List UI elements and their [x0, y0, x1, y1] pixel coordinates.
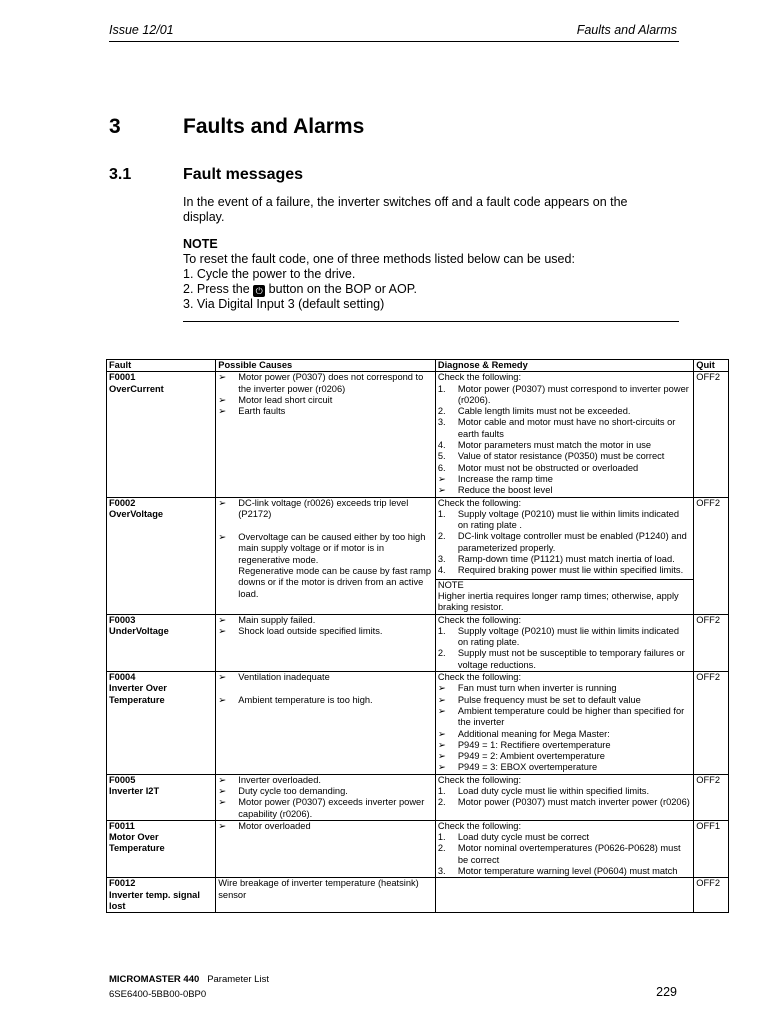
- fault-name: UnderVoltage: [109, 625, 169, 636]
- fault-name: Motor Over Temperature: [109, 832, 165, 854]
- list-marker: 2.: [437, 406, 446, 417]
- list-text: Motor lead short circuit: [238, 394, 333, 405]
- list-marker: ➢: [437, 473, 446, 484]
- method-3: 3. Via Digital Input 3 (default setting): [183, 297, 385, 311]
- list-marker: ➢: [437, 683, 446, 694]
- remedy-intro: Check the following:: [437, 774, 522, 785]
- footer-doc-type: Parameter List: [207, 974, 269, 985]
- quit-cell: OFF2: [694, 497, 729, 614]
- list-text: Increase the ramp time: [457, 473, 553, 484]
- quit-cell: OFF2: [694, 372, 729, 497]
- col-header-causes: Possible Causes: [216, 360, 436, 372]
- list-text: Main supply failed.: [238, 614, 316, 625]
- list-marker: ➢: [218, 497, 227, 508]
- list-text: Ventilation inadequate: [238, 672, 330, 683]
- list-text: P949 = 3: EBOX overtemperature: [457, 762, 598, 773]
- quit-cell: OFF2: [694, 614, 729, 671]
- list-marker: 1.: [437, 508, 446, 519]
- list-item: [218, 626, 433, 637]
- list-marker: ➢: [218, 820, 227, 831]
- list-item: [218, 797, 433, 820]
- list-item: [438, 683, 691, 694]
- remedy-intro: Check the following:: [437, 820, 522, 831]
- list-text: Motor temperature warning level (P0604) must match: [457, 866, 678, 877]
- remedy-cell: [435, 878, 693, 913]
- causes-cell: [216, 372, 436, 497]
- list-text: Motor nominal overtemperatures (P0626-P0628) must be correct: [457, 843, 681, 865]
- causes-list: [218, 498, 433, 600]
- list-item: [438, 740, 691, 751]
- table-header-row: [107, 360, 729, 372]
- note-text: To reset the fault code, one of three methods listed below can be used:: [183, 252, 575, 266]
- header-issue: Issue 12/01: [109, 23, 174, 37]
- list-item: [438, 463, 691, 474]
- list-item: [438, 751, 691, 762]
- fault-cell: [107, 878, 216, 913]
- list-item: [438, 531, 691, 554]
- list-text: Supply voltage (P0210) must lie within limits indicated on rating plate.: [457, 625, 680, 648]
- method-2-prefix: 2. Press the: [183, 282, 250, 296]
- list-item: [218, 775, 433, 786]
- list-text: Load duty cycle must lie within specified limits.: [457, 785, 650, 796]
- list-text: Motor cable and motor must have no short-circuits or earth faults: [457, 417, 676, 439]
- quit-cell: OFF2: [694, 672, 729, 775]
- list-item: [438, 695, 691, 706]
- col-header-fault: Fault: [107, 360, 216, 372]
- list-item: [438, 565, 691, 576]
- table-row: [107, 614, 729, 671]
- list-text: Supply voltage (P0210) must lie within limits indicated on rating plate .: [457, 508, 680, 531]
- footer-order-number: 6SE6400-5BB00-0BP0: [109, 989, 207, 1000]
- section-title: Fault messages: [183, 166, 304, 183]
- fault-table-body: [107, 372, 729, 913]
- list-marker: ➢: [218, 532, 227, 543]
- causes-list: [218, 615, 433, 638]
- remedy-cell: [435, 372, 693, 497]
- list-text: Motor power (P0307) must match inverter power (r0206): [457, 797, 690, 808]
- list-marker: 3.: [437, 417, 446, 428]
- list-item: [218, 786, 433, 797]
- list-text: Motor must not be obstructed or overloaded: [457, 462, 639, 473]
- list-marker: 5.: [437, 451, 446, 462]
- remedy-cell: [435, 614, 693, 671]
- list-item: [218, 672, 433, 683]
- causes-list: [218, 775, 433, 820]
- list-item: [438, 762, 691, 773]
- list-marker: 1.: [437, 625, 446, 636]
- fault-code: F0011: [109, 820, 135, 831]
- list-marker: 1.: [437, 383, 446, 394]
- method-2-suffix: button on the BOP or AOP.: [268, 282, 417, 296]
- fault-code: F0005: [109, 774, 136, 785]
- list-item: [438, 843, 691, 866]
- list-item: [218, 406, 433, 417]
- fault-code: F0004: [109, 672, 136, 683]
- list-text: Earth faults: [238, 406, 286, 417]
- fn-stop-button-icon: ⏻: [253, 285, 265, 297]
- page-number: 229: [656, 985, 677, 999]
- remedy-intro: Check the following:: [437, 614, 522, 625]
- causes-list: [218, 372, 433, 417]
- list-text: Fan must turn when inverter is running: [457, 683, 617, 694]
- list-marker: 1.: [437, 832, 446, 843]
- causes-cell: [216, 672, 436, 775]
- list-item: [218, 498, 433, 521]
- list-text: Duty cycle too demanding.: [238, 785, 348, 796]
- list-marker: ➢: [218, 394, 227, 405]
- remedy-cell: [435, 820, 693, 877]
- remedy-cell: [435, 672, 693, 775]
- fault-name: Inverter temp. signal lost: [109, 889, 200, 911]
- list-marker: ➢: [437, 694, 446, 705]
- list-text: Supply must not be susceptible to temporary failures or voltage reductions.: [457, 648, 685, 670]
- list-item: [218, 532, 433, 566]
- list-marker: 3.: [437, 554, 446, 565]
- list-marker: [218, 566, 238, 600]
- list-item: [438, 509, 691, 532]
- causes-cell: [216, 878, 436, 913]
- list-item: [438, 485, 691, 496]
- header-section: Faults and Alarms: [576, 23, 677, 37]
- table-row: [107, 878, 729, 913]
- list-marker: ➢: [218, 625, 227, 636]
- list-text: Pulse frequency must be set to default value: [457, 694, 641, 705]
- method-1: 1. Cycle the power to the drive.: [183, 267, 356, 281]
- list-text: Load duty cycle must be correct: [457, 832, 590, 843]
- list-marker: ➢: [437, 751, 446, 762]
- footer-product: [109, 974, 269, 985]
- quit-cell: OFF2: [694, 878, 729, 913]
- list-item: [438, 706, 691, 729]
- list-marker: 2.: [437, 843, 446, 854]
- list-text: Ramp-down time (P1121) must match inertia of load.: [457, 554, 675, 565]
- list-text: DC-link voltage (r0026) exceeds trip level (P2172): [238, 497, 409, 519]
- fault-cell: [107, 497, 216, 614]
- fault-name: OverVoltage: [109, 508, 164, 519]
- list-text: Required braking power must lie within specified limits.: [457, 565, 684, 576]
- list-text: Regenerative mode can be cause by fast ramp downs or if the motor is driven from an active load.: [238, 566, 432, 599]
- list-text: Motor parameters must match the motor in use: [457, 440, 652, 451]
- causes-cell: [216, 614, 436, 671]
- list-item: [218, 566, 433, 600]
- list-text: Value of stator resistance (P0350) must be correct: [457, 451, 665, 462]
- causes-list: [218, 672, 433, 707]
- list-item: [218, 520, 433, 532]
- list-text: Cable length limits must not be exceeded.: [457, 406, 631, 417]
- list-item: [438, 554, 691, 565]
- chapter-number: 3: [109, 115, 121, 138]
- list-item: [218, 683, 433, 695]
- list-marker: 6.: [437, 462, 446, 473]
- remedy-list: [438, 786, 691, 809]
- method-2: [183, 282, 663, 297]
- intro-paragraph: In the event of a failure, the inverter switches off and a fault code appears on the display.: [183, 195, 628, 224]
- list-item: [218, 615, 433, 626]
- table-row: [107, 672, 729, 775]
- table-row: [107, 497, 729, 614]
- table-row: [107, 820, 729, 877]
- list-text: Motor overloaded: [238, 820, 311, 831]
- list-text: Motor power (P0307) exceeds inverter power capability (r0206).: [238, 797, 425, 819]
- fault-cell: [107, 774, 216, 820]
- list-item: [438, 626, 691, 649]
- list-marker: ➢: [218, 672, 227, 683]
- remedy-list: [438, 384, 691, 497]
- table-row: [107, 372, 729, 497]
- list-item: [438, 786, 691, 797]
- list-text: Ambient temperature could be higher than specified for the inverter: [457, 705, 685, 728]
- table-row: [107, 774, 729, 820]
- list-text: Reduce the boost level: [457, 485, 553, 496]
- list-item: [218, 695, 433, 706]
- remedy-list: [438, 832, 691, 877]
- quit-cell: OFF2: [694, 774, 729, 820]
- fault-table: [106, 359, 729, 913]
- list-marker: ➢: [437, 728, 446, 739]
- remedy-intro: Check the following:: [437, 497, 522, 508]
- list-text: Shock load outside specified limits.: [238, 625, 383, 636]
- footer-product-name: MICROMASTER 440: [109, 974, 200, 985]
- remedy-intro: Check the following:: [437, 372, 522, 383]
- fault-cell: [107, 614, 216, 671]
- causes-text: Wire breakage of inverter temperature (heatsink) sensor: [218, 878, 419, 900]
- causes-list: [218, 821, 433, 832]
- list-text: Motor power (P0307) does not correspond to the inverter power (r0206): [238, 372, 424, 394]
- list-text: Overvoltage can be caused either by too high main supply voltage or if motor is in regenerative mode.: [238, 532, 426, 565]
- fault-cell: [107, 372, 216, 497]
- header-rule: [109, 41, 679, 42]
- list-item: [438, 451, 691, 462]
- fault-name: OverCurrent: [109, 383, 164, 394]
- list-item: [438, 797, 691, 808]
- list-text: Inverter overloaded.: [238, 774, 321, 785]
- list-marker: ➢: [218, 785, 227, 796]
- fault-code: F0001: [109, 372, 136, 383]
- fault-name: Inverter I2T: [109, 785, 160, 796]
- list-item: [218, 821, 433, 832]
- list-marker: ➢: [437, 739, 446, 750]
- fault-name: Inverter Over Temperature: [109, 683, 167, 705]
- list-item: [438, 406, 691, 417]
- list-marker: 1.: [437, 785, 446, 796]
- list-text: Motor power (P0307) must correspond to inverter power (r0206).: [457, 383, 689, 405]
- list-marker: 4.: [437, 565, 446, 576]
- quit-cell: OFF1: [694, 820, 729, 877]
- fault-code: F0002: [109, 497, 136, 508]
- remedy-cell: [435, 774, 693, 820]
- list-item: [438, 832, 691, 843]
- remedy-note-heading: NOTE: [437, 579, 464, 590]
- list-marker: 2.: [437, 797, 446, 808]
- remedy-list: [438, 626, 691, 671]
- chapter-title: Faults and Alarms: [183, 115, 365, 138]
- fault-cell: [107, 820, 216, 877]
- list-marker: ➢: [218, 774, 227, 785]
- list-item: [438, 417, 691, 440]
- list-item: [438, 474, 691, 485]
- list-item: [218, 372, 433, 395]
- list-item: [438, 866, 691, 877]
- list-marker: ➢: [437, 705, 446, 716]
- list-marker: ➢: [218, 695, 227, 706]
- col-header-remedy: Diagnose & Remedy: [435, 360, 693, 372]
- list-marker: ➢: [218, 797, 227, 808]
- list-marker: ➢: [218, 406, 227, 417]
- remedy-note-text: Higher inertia requires longer ramp times; otherwise, apply braking resistor.: [437, 590, 679, 613]
- list-text: DC-link voltage controller must be enabled (P1240) and parameterized properly.: [457, 531, 687, 553]
- intro-rule: [183, 321, 679, 322]
- list-marker: ➢: [218, 614, 227, 625]
- remedy-intro: Check the following:: [437, 672, 522, 683]
- list-text: Ambient temperature is too high.: [238, 695, 373, 706]
- list-marker: 3.: [437, 866, 446, 877]
- fault-code: F0012: [109, 878, 136, 889]
- causes-cell: [216, 497, 436, 614]
- note-heading: NOTE: [183, 237, 218, 251]
- list-item: [438, 729, 691, 740]
- intro-block: [183, 195, 663, 312]
- list-item: [438, 384, 691, 407]
- list-marker: ➢: [437, 485, 446, 496]
- list-marker: 4.: [437, 440, 446, 451]
- list-marker: ➢: [437, 762, 446, 773]
- remedy-list: [438, 509, 691, 577]
- list-item: [218, 395, 433, 406]
- section-number: 3.1: [109, 166, 132, 183]
- list-item: [438, 440, 691, 451]
- remedy-note: [436, 579, 693, 614]
- list-item: [438, 648, 691, 671]
- list-marker: ➢: [218, 372, 227, 383]
- list-marker: 2.: [437, 648, 446, 659]
- causes-cell: [216, 774, 436, 820]
- causes-cell: [216, 820, 436, 877]
- fault-code: F0003: [109, 614, 136, 625]
- col-header-quit: Quit: [694, 360, 729, 372]
- fault-cell: [107, 672, 216, 775]
- remedy-cell: [435, 497, 693, 614]
- list-text: P949 = 1: Rectifiere overtemperature: [457, 739, 611, 750]
- list-text: P949 = 2: Ambient overtemperature: [457, 751, 605, 762]
- remedy-list: [438, 683, 691, 773]
- list-marker: 2.: [437, 531, 446, 542]
- list-text: Additional meaning for Mega Master:: [457, 728, 610, 739]
